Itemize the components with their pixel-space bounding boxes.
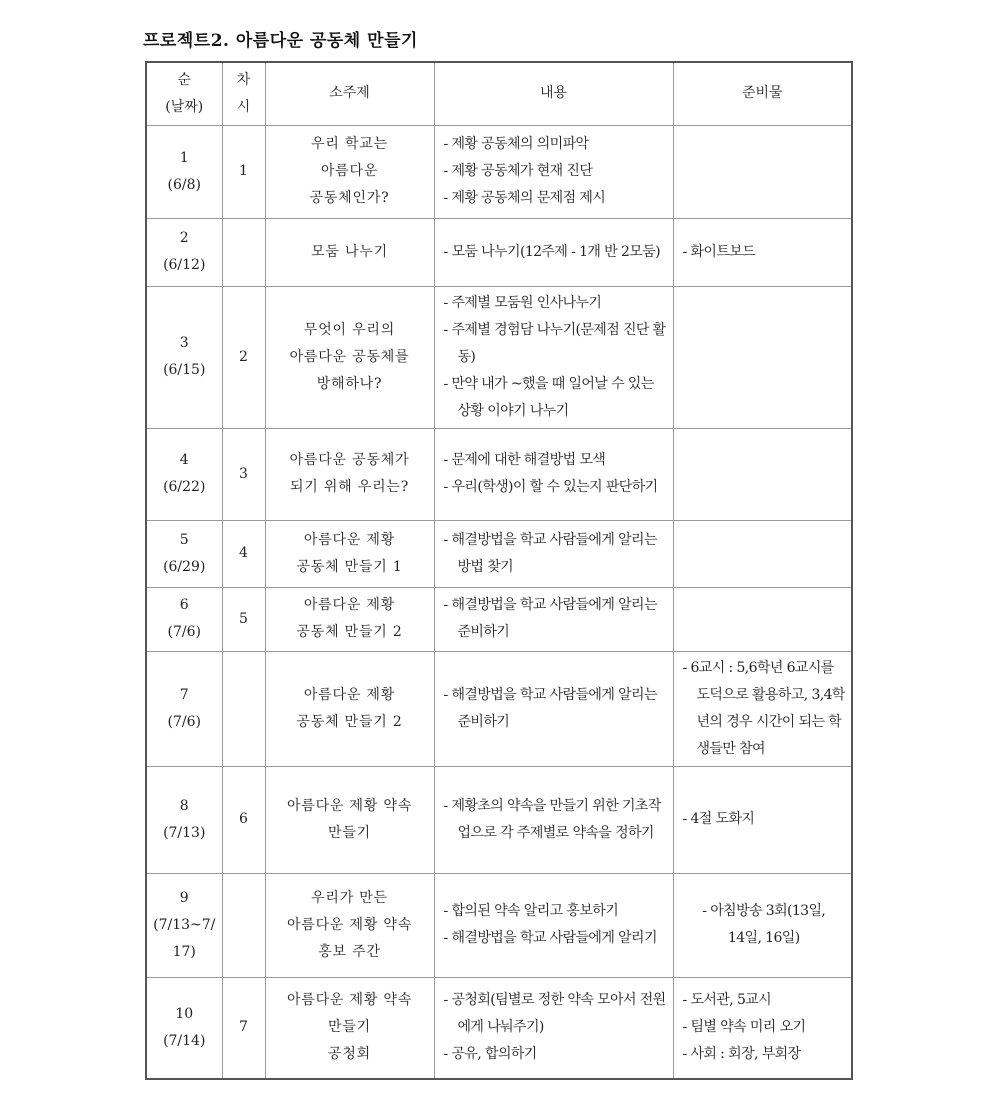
session-cell: 3	[222, 428, 265, 520]
content-item: - 합의된 약속 알리고 홍보하기	[443, 903, 619, 919]
topic-line: 모둠 나누기	[311, 243, 388, 260]
content-item: - 모둠 나누기(12주제 - 1개 반 2모둠)	[443, 243, 660, 260]
table-row	[146, 286, 852, 428]
session-cell: 7	[222, 977, 265, 1079]
content-item: - 제황 공동체의 의미파악	[443, 136, 589, 152]
topic-line: 방해하나?	[316, 375, 383, 392]
prep-cell	[673, 651, 852, 766]
date: (6/8)	[167, 176, 201, 193]
topic-line: 홍보 주간	[318, 943, 381, 960]
topic-line: 우리 학교는	[311, 136, 388, 152]
header-date-label: (날짜)	[165, 98, 204, 115]
date: (7/6)	[167, 624, 201, 640]
topic-line: 아름다운 제황	[303, 531, 396, 548]
project-plan-table	[145, 61, 853, 1080]
topic-line: 만들기	[328, 1019, 371, 1036]
table-row	[146, 218, 852, 286]
content-cell	[434, 651, 673, 766]
prep-item: - 4절 도화지	[682, 811, 755, 827]
content-cell	[434, 125, 673, 218]
prep-cell	[673, 218, 852, 286]
header-prep: 준비물	[673, 62, 852, 125]
topic-line: 아름다운 제황	[303, 597, 396, 613]
prep-item: - 도서관, 5교시	[682, 992, 772, 1009]
topic-line: 공동체 만들기 1	[296, 558, 403, 575]
prep-item: - 6교시 : 5,6학년 6교시를 도덕으로 활용하고, 3,4학년의 경우 시간이 되는 학생들만 참여	[682, 659, 845, 757]
seq-date-cell	[146, 651, 222, 766]
prep-cell	[673, 587, 852, 651]
content-cell	[434, 873, 673, 977]
topic-line: 아름다운 공동체가	[289, 452, 410, 468]
session-cell	[222, 218, 265, 286]
content-item: - 주제별 모둠원 인사나누기	[443, 294, 602, 311]
topic-cell	[265, 651, 434, 766]
topic-cell	[265, 873, 434, 977]
seq-date-cell	[146, 125, 222, 218]
content-item: - 해결방법을 학교 사람들에게 알리는 방법 찾기	[443, 531, 657, 575]
header-session-label-1: 차	[236, 71, 251, 88]
date: (6/12)	[163, 257, 206, 273]
topic-cell	[265, 587, 434, 651]
seq-number: 9	[179, 889, 189, 906]
prep-item: - 팀별 약속 미리 오기	[682, 1019, 806, 1036]
topic-line: 공동체 만들기 2	[296, 624, 403, 640]
header-topic: 소주제	[265, 62, 434, 125]
content-cell	[434, 587, 673, 651]
session-cell	[222, 873, 265, 977]
seq-number: 3	[179, 335, 189, 351]
seq-date-cell	[146, 587, 222, 651]
date: (7/13)	[163, 824, 206, 841]
topic-line: 공청회	[328, 1046, 371, 1063]
seq-date-cell	[146, 873, 222, 977]
seq-date-cell	[146, 977, 222, 1079]
content-cell	[434, 286, 673, 428]
date: (7/14)	[163, 1032, 206, 1049]
header-session	[222, 62, 265, 125]
prep-cell	[673, 873, 852, 977]
session-cell: 6	[222, 766, 265, 873]
date: (7/6)	[167, 713, 201, 730]
topic-line: 아름다운 공동체를	[289, 348, 410, 365]
topic-cell	[265, 286, 434, 428]
topic-line: 우리가 만든	[311, 889, 388, 906]
table-row	[146, 873, 852, 977]
seq-date-cell	[146, 520, 222, 587]
date: (6/22)	[163, 479, 206, 495]
topic-line: 아름다운 제황 약속	[286, 992, 413, 1009]
header-seq-date	[146, 62, 222, 125]
prep-cell	[673, 125, 852, 218]
seq-date-cell	[146, 286, 222, 428]
content-item: - 제황초의 약속을 만들기 위한 기초작업으로 각 주제별로 약속을 정하기	[443, 797, 661, 841]
content-cell	[434, 428, 673, 520]
content-cell	[434, 218, 673, 286]
topic-line: 아름다운	[320, 163, 379, 179]
session-cell: 5	[222, 587, 265, 651]
seq-date-cell	[146, 766, 222, 873]
topic-cell	[265, 520, 434, 587]
table-row	[146, 977, 852, 1079]
seq-number: 5	[179, 531, 189, 548]
prep-cell	[673, 286, 852, 428]
content-item: - 우리(학생)이 할 수 있는지 판단하기	[443, 479, 658, 495]
header-row	[146, 62, 852, 125]
content-cell	[434, 977, 673, 1079]
seq-number: 2	[179, 230, 189, 246]
session-cell: 1	[222, 125, 265, 218]
session-cell: 4	[222, 520, 265, 587]
seq-date-cell	[146, 218, 222, 286]
prep-cell	[673, 766, 852, 873]
topic-line: 아름다운 제황	[303, 686, 396, 703]
topic-line: 공동체인가?	[309, 190, 390, 206]
topic-cell	[265, 766, 434, 873]
topic-line: 되기 위해 우리는?	[289, 479, 410, 495]
document-title: 프로젝트2. 아름다운 공동체 만들기	[143, 31, 418, 51]
table-row	[146, 520, 852, 587]
content-item: - 제황 공동체가 현재 진단	[443, 163, 593, 179]
seq-date-cell	[146, 428, 222, 520]
content-item: - 문제에 대한 해결방법 모색	[443, 452, 606, 468]
seq-number: 7	[179, 686, 189, 703]
seq-number: 8	[179, 797, 189, 814]
seq-number: 1	[179, 149, 189, 166]
content-item: - 공청회(팀별로 정한 약속 모아서 전원에게 나눠주기)	[443, 992, 666, 1036]
seq-number: 10	[175, 1005, 194, 1022]
content-item: - 주제별 경험담 나누기(문제점 진단 활동)	[443, 321, 666, 365]
topic-line: 만들기	[328, 824, 371, 841]
topic-cell	[265, 218, 434, 286]
prep-cell	[673, 520, 852, 587]
prep-item: - 화이트보드	[682, 243, 756, 260]
topic-cell	[265, 428, 434, 520]
content-item: - 해결방법을 학교 사람들에게 알리는 준비하기	[443, 686, 657, 730]
header-seq-label: 순	[177, 71, 192, 88]
table-row	[146, 587, 852, 651]
content-item: - 만약 내가 ~했을 때 일어날 수 있는 상황 이야기 나누기	[443, 375, 654, 419]
seq-number: 4	[179, 452, 189, 468]
prep-item: - 아침방송 3회(13일, 14일, 16일)	[702, 903, 826, 946]
table-row	[146, 428, 852, 520]
table-row	[146, 125, 852, 218]
table-row	[146, 651, 852, 766]
topic-line: 공동체 만들기 2	[296, 713, 403, 730]
session-cell	[222, 651, 265, 766]
topic-cell	[265, 125, 434, 218]
date: (6/15)	[163, 362, 206, 378]
header-content: 내용	[434, 62, 673, 125]
content-item: - 제황 공동체의 문제점 제시	[443, 190, 606, 206]
date: (7/13~7/17)	[153, 916, 216, 960]
session-cell: 2	[222, 286, 265, 428]
prep-cell	[673, 428, 852, 520]
seq-number: 6	[179, 597, 189, 613]
topic-line: 무엇이 우리의	[303, 321, 396, 338]
topic-line: 아름다운 제황 약속	[286, 797, 413, 814]
content-cell	[434, 520, 673, 587]
table-row	[146, 766, 852, 873]
content-cell	[434, 766, 673, 873]
content-item: - 해결방법을 학교 사람들에게 알리는 준비하기	[443, 597, 657, 640]
content-item: - 공유, 합의하기	[443, 1046, 537, 1063]
topic-cell	[265, 977, 434, 1079]
header-session-label-2: 시	[236, 98, 251, 115]
prep-item: - 사회 : 회장, 부회장	[682, 1046, 801, 1063]
date: (6/29)	[163, 558, 206, 575]
prep-cell	[673, 977, 852, 1079]
content-item: - 해결방법을 학교 사람들에게 알리기	[443, 930, 657, 946]
topic-line: 아름다운 제황 약속	[286, 916, 413, 933]
